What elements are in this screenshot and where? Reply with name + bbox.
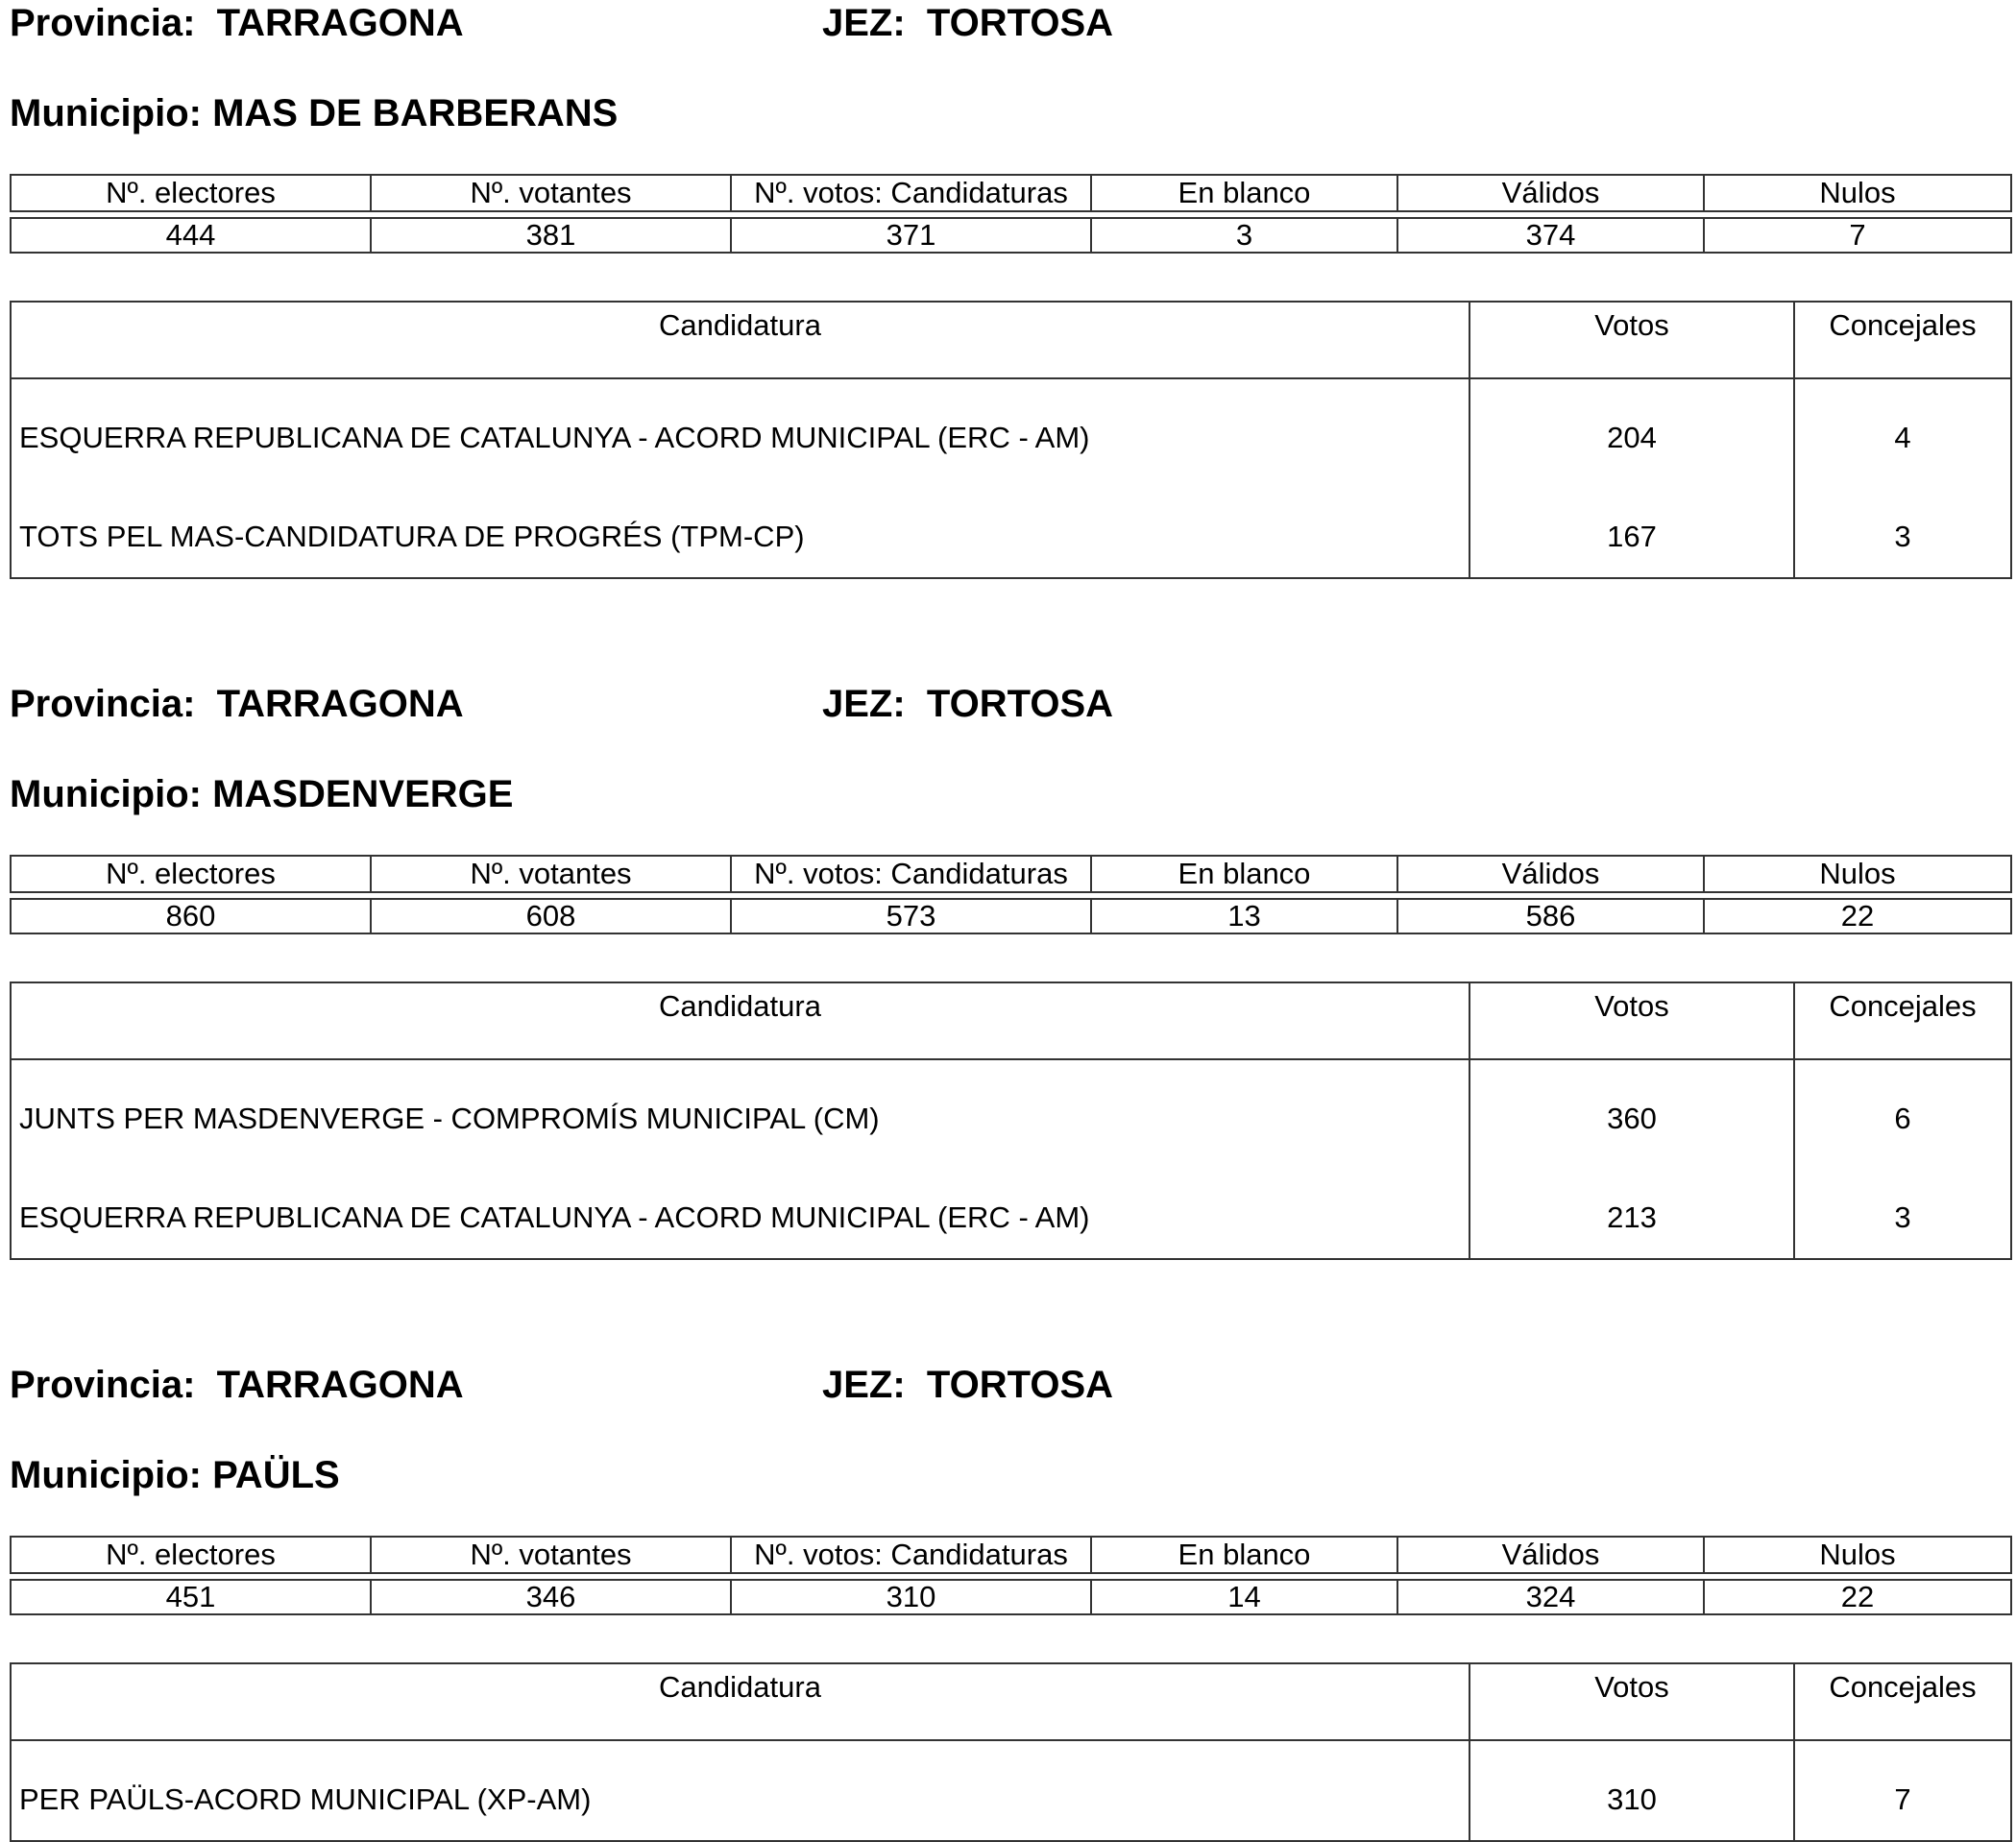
municipio-value: MAS DE BARBERANS: [212, 92, 619, 134]
cand-name: PER PAÜLS-ACORD MUNICIPAL (XP-AM): [11, 1740, 1469, 1841]
municipio-label: Municipio:: [10, 92, 202, 134]
stats-header-cell: Nulos: [1704, 1537, 2011, 1573]
provincia-line: [10, 0, 464, 46]
jez-value: TORTOSA: [926, 683, 1114, 725]
stats-header-cell: Nº. votantes: [371, 175, 731, 211]
cand-votos: 310: [1469, 1740, 1794, 1841]
stats-values-table: [10, 1579, 2012, 1615]
cand-header-votos: Votos: [1469, 982, 1794, 1059]
stats-header-cell: En blanco: [1091, 856, 1397, 892]
stats-header-cell: Nulos: [1704, 856, 2011, 892]
stats-value-cell: 586: [1397, 899, 1704, 933]
municipio-line: [10, 771, 513, 817]
stats-header-cell: Válidos: [1397, 856, 1704, 892]
stats-value-cell: 22: [1704, 1580, 2011, 1614]
cand-header-votos: Votos: [1469, 302, 1794, 378]
stats-value-cell: 573: [731, 899, 1091, 933]
cand-name: JUNTS PER MASDENVERGE - COMPROMÍS MUNICIPAL (CM): [11, 1059, 1469, 1159]
cand-name: ESQUERRA REPUBLICANA DE CATALUNYA - ACORD MUNICIPAL (ERC - AM): [11, 378, 1469, 478]
cand-header-concejales: Concejales: [1794, 1663, 2011, 1740]
stats-header-cell: En blanco: [1091, 175, 1397, 211]
cand-name: TOTS PEL MAS-CANDIDATURA DE PROGRÉS (TPM-CP): [11, 478, 1469, 578]
stats-value-cell: 860: [11, 899, 371, 933]
stats-header-table: [10, 174, 2012, 212]
cand-header-candidatura: Candidatura: [11, 1663, 1469, 1740]
cand-name: ESQUERRA REPUBLICANA DE CATALUNYA - ACORD MUNICIPAL (ERC - AM): [11, 1159, 1469, 1259]
candidaturas-table: [10, 1662, 2012, 1842]
stats-header-cell: Nulos: [1704, 175, 2011, 211]
municipio-value: MASDENVERGE: [212, 773, 514, 815]
stats-value-cell: 7: [1704, 218, 2011, 253]
cand-header-candidatura: Candidatura: [11, 982, 1469, 1059]
stats-header-cell: Nº. votos: Candidaturas: [731, 1537, 1091, 1573]
jez-value: TORTOSA: [926, 2, 1114, 44]
stats-header-cell: Nº. electores: [11, 175, 371, 211]
stats-value-cell: 371: [731, 218, 1091, 253]
jez-line: [822, 0, 1113, 46]
municipio-line: [10, 1452, 340, 1498]
cand-concejales: 7: [1794, 1740, 2011, 1841]
cand-votos: 213: [1469, 1159, 1794, 1259]
stats-header-cell: En blanco: [1091, 1537, 1397, 1573]
stats-value-cell: 381: [371, 218, 731, 253]
cand-votos: 204: [1469, 378, 1794, 478]
provincia-line: [10, 681, 464, 727]
stats-value-cell: 14: [1091, 1580, 1397, 1614]
provincia-line: [10, 1362, 464, 1408]
stats-header-cell: Nº. votantes: [371, 1537, 731, 1573]
stats-value-cell: 451: [11, 1580, 371, 1614]
cand-concejales: 4: [1794, 378, 2011, 478]
stats-value-cell: 22: [1704, 899, 2011, 933]
stats-value-cell: 608: [371, 899, 731, 933]
provincia-label: Provincia:: [10, 2, 196, 44]
provincia-value: TARRAGONA: [216, 683, 464, 725]
stats-header-table: [10, 855, 2012, 893]
stats-header-cell: Nº. votos: Candidaturas: [731, 856, 1091, 892]
provincia-value: TARRAGONA: [216, 1364, 464, 1406]
stats-value-cell: 310: [731, 1580, 1091, 1614]
provincia-value: TARRAGONA: [216, 2, 464, 44]
stats-value-cell: 13: [1091, 899, 1397, 933]
candidaturas-table: [10, 982, 2012, 1260]
cand-header-concejales: Concejales: [1794, 982, 2011, 1059]
stats-header-table: [10, 1536, 2012, 1574]
provincia-label: Provincia:: [10, 1364, 196, 1406]
cand-votos: 167: [1469, 478, 1794, 578]
stats-header-cell: Nº. votos: Candidaturas: [731, 175, 1091, 211]
municipio-label: Municipio:: [10, 773, 202, 815]
cand-concejales: 6: [1794, 1059, 2011, 1159]
jez-line: [822, 681, 1113, 727]
stats-header-cell: Válidos: [1397, 1537, 1704, 1573]
jez-label: JEZ:: [822, 683, 906, 725]
stats-values-table: [10, 898, 2012, 934]
cand-header-concejales: Concejales: [1794, 302, 2011, 378]
stats-header-cell: Nº. votantes: [371, 856, 731, 892]
stats-value-cell: 346: [371, 1580, 731, 1614]
stats-header-cell: Válidos: [1397, 175, 1704, 211]
stats-value-cell: 374: [1397, 218, 1704, 253]
stats-value-cell: 444: [11, 218, 371, 253]
jez-value: TORTOSA: [926, 1364, 1114, 1406]
municipio-label: Municipio:: [10, 1454, 202, 1496]
stats-value-cell: 324: [1397, 1580, 1704, 1614]
cand-header-candidatura: Candidatura: [11, 302, 1469, 378]
cand-concejales: 3: [1794, 478, 2011, 578]
cand-votos: 360: [1469, 1059, 1794, 1159]
stats-header-cell: Nº. electores: [11, 856, 371, 892]
municipio-line: [10, 90, 618, 136]
stats-value-cell: 3: [1091, 218, 1397, 253]
jez-label: JEZ:: [822, 1364, 906, 1406]
stats-values-table: [10, 217, 2012, 254]
jez-line: [822, 1362, 1113, 1408]
stats-header-cell: Nº. electores: [11, 1537, 371, 1573]
candidaturas-table: [10, 301, 2012, 579]
cand-concejales: 3: [1794, 1159, 2011, 1259]
jez-label: JEZ:: [822, 2, 906, 44]
municipio-value: PAÜLS: [212, 1454, 340, 1496]
provincia-label: Provincia:: [10, 683, 196, 725]
cand-header-votos: Votos: [1469, 1663, 1794, 1740]
